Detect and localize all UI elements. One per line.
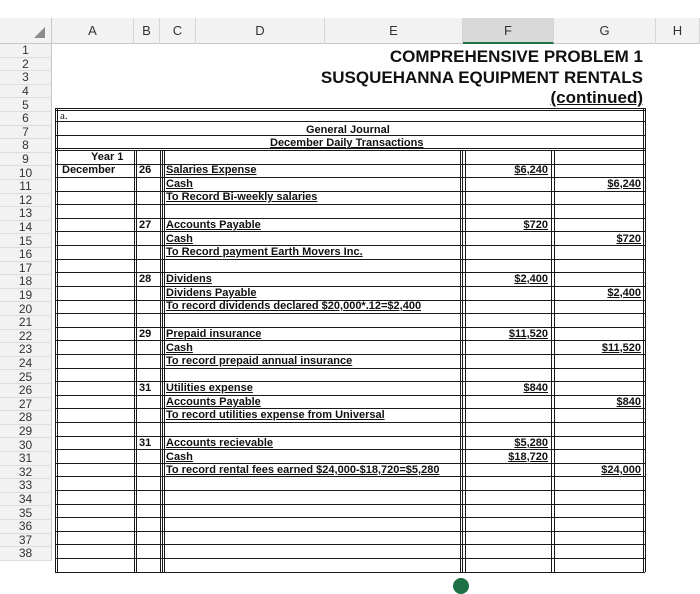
entry-line: To Record Bi-weekly salaries bbox=[166, 191, 318, 204]
column-header-g[interactable]: G bbox=[554, 18, 656, 44]
entry-day: 26 bbox=[139, 164, 152, 176]
row-header-37[interactable]: 37 bbox=[0, 534, 52, 548]
entry-day: 28 bbox=[139, 273, 152, 285]
grid-line bbox=[55, 395, 645, 396]
debit-amount: $6,240 bbox=[514, 164, 548, 176]
entry-line: To record dividends declared $20,000*.12=$2,400 bbox=[166, 300, 422, 313]
row-header-9[interactable]: 9 bbox=[0, 153, 52, 167]
column-header-d[interactable]: D bbox=[196, 18, 325, 44]
entry-line: Dividens Payable bbox=[166, 286, 257, 299]
row-header-21[interactable]: 21 bbox=[0, 316, 52, 330]
year-label: Year 1 bbox=[91, 151, 124, 163]
row-header-25[interactable]: 25 bbox=[0, 370, 52, 384]
row-header-4[interactable]: 4 bbox=[0, 85, 52, 99]
row-header-29[interactable]: 29 bbox=[0, 425, 52, 439]
entry-line: Accounts recievable bbox=[166, 437, 273, 449]
cursor-indicator bbox=[453, 578, 469, 594]
row-header-8[interactable]: 8 bbox=[0, 139, 52, 153]
entry-line: Salaries Expense bbox=[166, 164, 257, 176]
grid-line bbox=[55, 544, 645, 545]
debit-amount: $720 bbox=[523, 219, 548, 231]
grid-line bbox=[55, 531, 645, 532]
credit-amount: $6,240 bbox=[607, 177, 641, 190]
column-header-c[interactable]: C bbox=[160, 18, 196, 44]
row-header-28[interactable]: 28 bbox=[0, 411, 52, 425]
credit-amount: $840 bbox=[616, 395, 641, 408]
entry-line: Cash bbox=[166, 177, 193, 190]
select-all-icon bbox=[34, 27, 45, 38]
column-header-a[interactable]: A bbox=[52, 18, 134, 44]
grid-line bbox=[134, 150, 135, 572]
entry-day: 31 bbox=[139, 437, 152, 449]
title-line-1: COMPREHENSIVE PROBLEM 1 bbox=[389, 47, 643, 66]
title-line-2: SUSQUEHANNA EQUIPMENT RENTALS bbox=[320, 68, 643, 87]
column-header-e[interactable]: E bbox=[325, 18, 463, 44]
grid-line bbox=[55, 504, 645, 505]
grid-line bbox=[55, 110, 645, 111]
grid-line bbox=[55, 572, 645, 573]
grid-line bbox=[55, 204, 645, 205]
entry-line: Utilities expense bbox=[166, 382, 253, 394]
grid-line bbox=[55, 286, 645, 287]
row-header-6[interactable]: 6 bbox=[0, 112, 52, 126]
row-header-12[interactable]: 12 bbox=[0, 194, 52, 208]
row-header-10[interactable]: 10 bbox=[0, 166, 52, 180]
credit-amount: $720 bbox=[616, 232, 641, 245]
row-header-19[interactable]: 19 bbox=[0, 289, 52, 303]
grid-line bbox=[160, 150, 161, 572]
row-header-3[interactable]: 3 bbox=[0, 71, 52, 85]
row-header-38[interactable]: 38 bbox=[0, 547, 52, 561]
row-header-27[interactable]: 27 bbox=[0, 398, 52, 412]
credit-amount: $11,520 bbox=[601, 341, 641, 354]
row-header-13[interactable]: 13 bbox=[0, 207, 52, 221]
row-header-36[interactable]: 36 bbox=[0, 520, 52, 534]
row-header-7[interactable]: 7 bbox=[0, 126, 52, 140]
debit-amount: $2,400 bbox=[514, 273, 548, 285]
entry-line: Cash bbox=[166, 341, 193, 354]
grid-line bbox=[55, 191, 645, 192]
debit-amount: $840 bbox=[523, 382, 548, 394]
row-header-32[interactable]: 32 bbox=[0, 466, 52, 480]
entry-line: To Record payment Earth Movers Inc. bbox=[166, 246, 363, 259]
column-header-h[interactable]: H bbox=[656, 18, 700, 44]
grid-line bbox=[460, 150, 461, 572]
row-header-14[interactable]: 14 bbox=[0, 221, 52, 235]
row-header-26[interactable]: 26 bbox=[0, 384, 52, 398]
entry-day: 29 bbox=[139, 328, 152, 340]
grid-line bbox=[55, 490, 645, 491]
row-header-5[interactable]: 5 bbox=[0, 98, 52, 112]
grid-line bbox=[551, 150, 552, 572]
row-header-11[interactable]: 11 bbox=[0, 180, 52, 194]
entry-line: Prepaid insurance bbox=[166, 328, 262, 340]
debit-amount: $5,280 bbox=[514, 437, 548, 449]
credit-amount: $24,000 bbox=[601, 464, 641, 477]
select-all-corner[interactable] bbox=[0, 18, 52, 44]
column-header-b[interactable]: B bbox=[134, 18, 160, 44]
row-header-23[interactable]: 23 bbox=[0, 343, 52, 357]
entry-line: Cash bbox=[166, 450, 193, 463]
month-label: December bbox=[62, 164, 116, 176]
row-header-18[interactable]: 18 bbox=[0, 275, 52, 289]
row-header-20[interactable]: 20 bbox=[0, 302, 52, 316]
entry-line: To record utilities expense from Universal bbox=[166, 409, 385, 422]
entry-line: To record rental fees earned $24,000-$18,720=$5,280 bbox=[166, 464, 440, 477]
entry-line: Accounts Payable bbox=[166, 219, 261, 231]
entry-day: 27 bbox=[139, 219, 152, 231]
grid-line bbox=[55, 121, 645, 122]
entry-day: 31 bbox=[139, 382, 152, 394]
row-header-22[interactable]: 22 bbox=[0, 330, 52, 344]
entry-line: Cash bbox=[166, 232, 193, 245]
row-header-33[interactable]: 33 bbox=[0, 479, 52, 493]
row-header-2[interactable]: 2 bbox=[0, 58, 52, 72]
entry-line: Dividens bbox=[166, 273, 212, 285]
row-header-17[interactable]: 17 bbox=[0, 262, 52, 276]
debit-amount: $18,720 bbox=[508, 450, 548, 463]
grid-line bbox=[55, 517, 645, 518]
grid-line bbox=[55, 108, 645, 109]
part-label: a. bbox=[60, 110, 68, 122]
grid-line bbox=[554, 150, 555, 572]
journal-title: General Journal bbox=[306, 124, 390, 136]
grid-line bbox=[55, 150, 645, 151]
grid-line bbox=[643, 150, 644, 572]
grid-line bbox=[162, 150, 163, 572]
row-header-34[interactable]: 34 bbox=[0, 493, 52, 507]
row-header-15[interactable]: 15 bbox=[0, 234, 52, 248]
grid-line bbox=[55, 558, 645, 559]
row-header-24[interactable]: 24 bbox=[0, 357, 52, 371]
row-header-30[interactable]: 30 bbox=[0, 438, 52, 452]
grid-line bbox=[462, 150, 463, 572]
row-header-1[interactable]: 1 bbox=[0, 44, 52, 58]
row-header-16[interactable]: 16 bbox=[0, 248, 52, 262]
entry-line: To record prepaid annual insurance bbox=[166, 355, 353, 368]
grid-line bbox=[645, 108, 646, 572]
entry-line: Accounts Payable bbox=[166, 395, 261, 408]
debit-amount: $11,520 bbox=[508, 328, 548, 340]
row-header-31[interactable]: 31 bbox=[0, 452, 52, 466]
grid-line bbox=[164, 150, 165, 572]
credit-amount: $2,400 bbox=[607, 286, 641, 299]
grid-line bbox=[136, 150, 137, 572]
title-line-3: (continued) bbox=[550, 88, 643, 107]
column-header-f[interactable]: F bbox=[463, 18, 554, 44]
journal-subtitle: December Daily Transactions bbox=[270, 137, 424, 149]
row-header-35[interactable]: 35 bbox=[0, 506, 52, 520]
grid-line bbox=[55, 177, 645, 178]
grid-line bbox=[465, 150, 466, 572]
